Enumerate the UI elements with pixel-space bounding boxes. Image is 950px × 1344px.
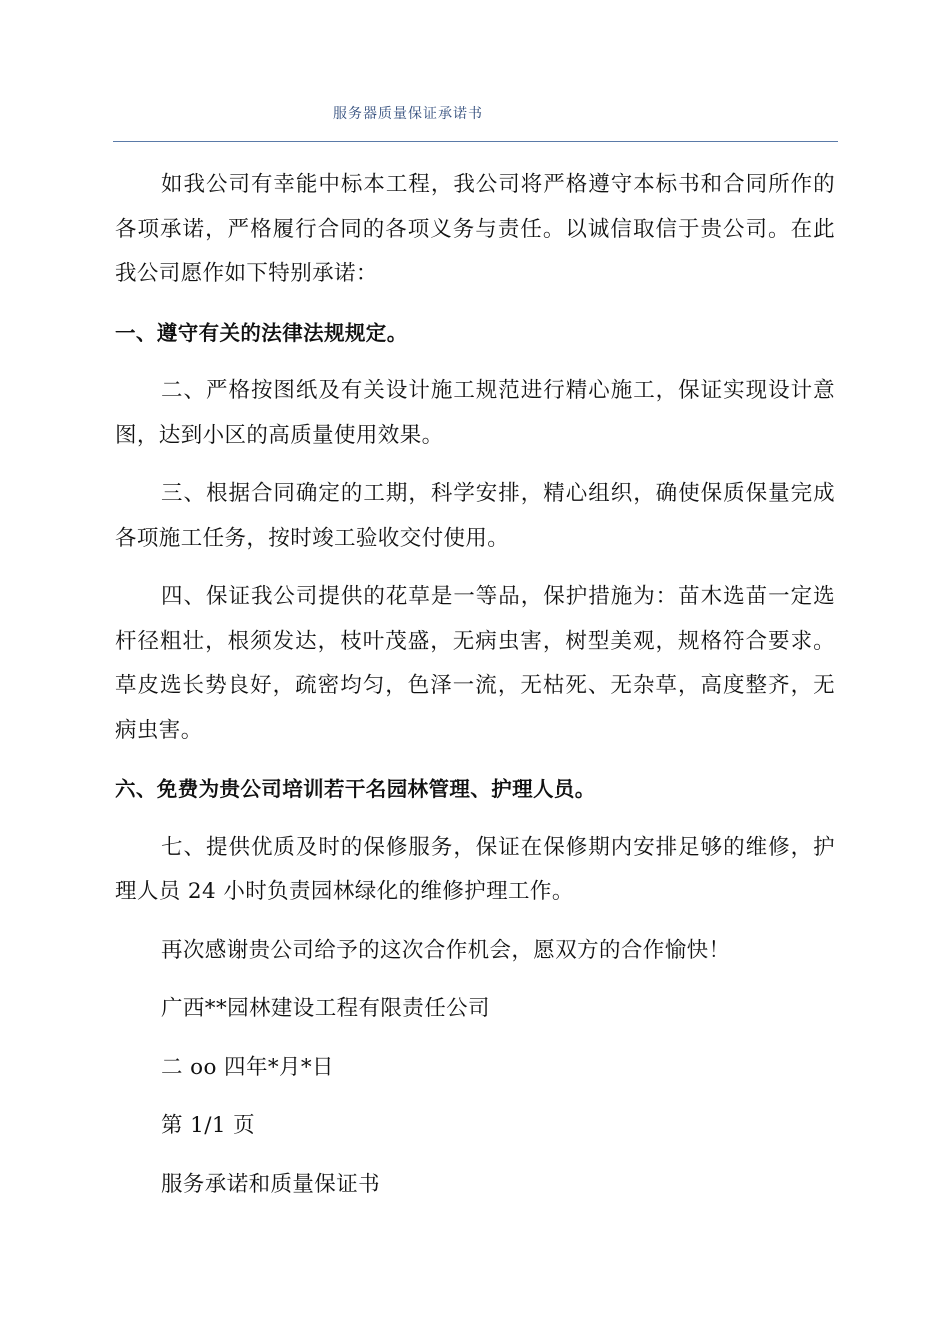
commitment-item-3: 三、根据合同确定的工期，科学安排，精心组织，确使保质保量完成各项施工任务，按时竣工验收交付使用。 bbox=[115, 481, 835, 551]
header-divider bbox=[113, 141, 838, 142]
commitment-item-1: 一、遵守有关的法律法规规定。 bbox=[115, 320, 408, 345]
thanks-paragraph: 再次感谢贵公司给予的这次合作机会，愿双方的合作愉快！ bbox=[161, 937, 731, 963]
footer-title: 服务承诺和质量保证书 bbox=[161, 1171, 381, 1197]
commitment-item-6: 六、免费为贵公司培训若干名园林管理、护理人员。 bbox=[115, 777, 596, 801]
intro-paragraph: 如我公司有幸能中标本工程，我公司将严格遵守本标书和合同所作的各项承诺，严格履行合同的各项义务与责任。以诚信取信于贵公司。在此我公司愿作如下特别承诺： bbox=[115, 172, 835, 286]
commitment-item-2: 二、严格按图纸及有关设计施工规范进行精心施工，保证实现设计意图，达到小区的高质量使用效果。 bbox=[115, 378, 835, 448]
page-number: 第 1/1 页 bbox=[161, 1113, 256, 1138]
signature-date: 二 oo 四年*月*日 bbox=[161, 1054, 334, 1080]
header-title: 服务器质量保证承诺书 bbox=[333, 106, 483, 122]
commitment-item-4: 四、保证我公司提供的花草是一等品，保护措施为：苗木选苗一定选杆径粗壮，根须发达，枝叶茂盛，无病虫害，树型美观，规格符合要求。草皮选长势良好，疏密均匀，色泽一流，无枯死、无杂草，高度整齐，无病虫害。 bbox=[115, 584, 835, 743]
company-name: 广西**园林建设工程有限责任公司 bbox=[161, 996, 490, 1021]
commitment-item-7: 七、提供优质及时的保修服务，保证在保修期内安排足够的维修，护理人员 24 小时负责园林绿化的维修护理工作。 bbox=[115, 834, 835, 904]
document-body bbox=[115, 163, 835, 1207]
